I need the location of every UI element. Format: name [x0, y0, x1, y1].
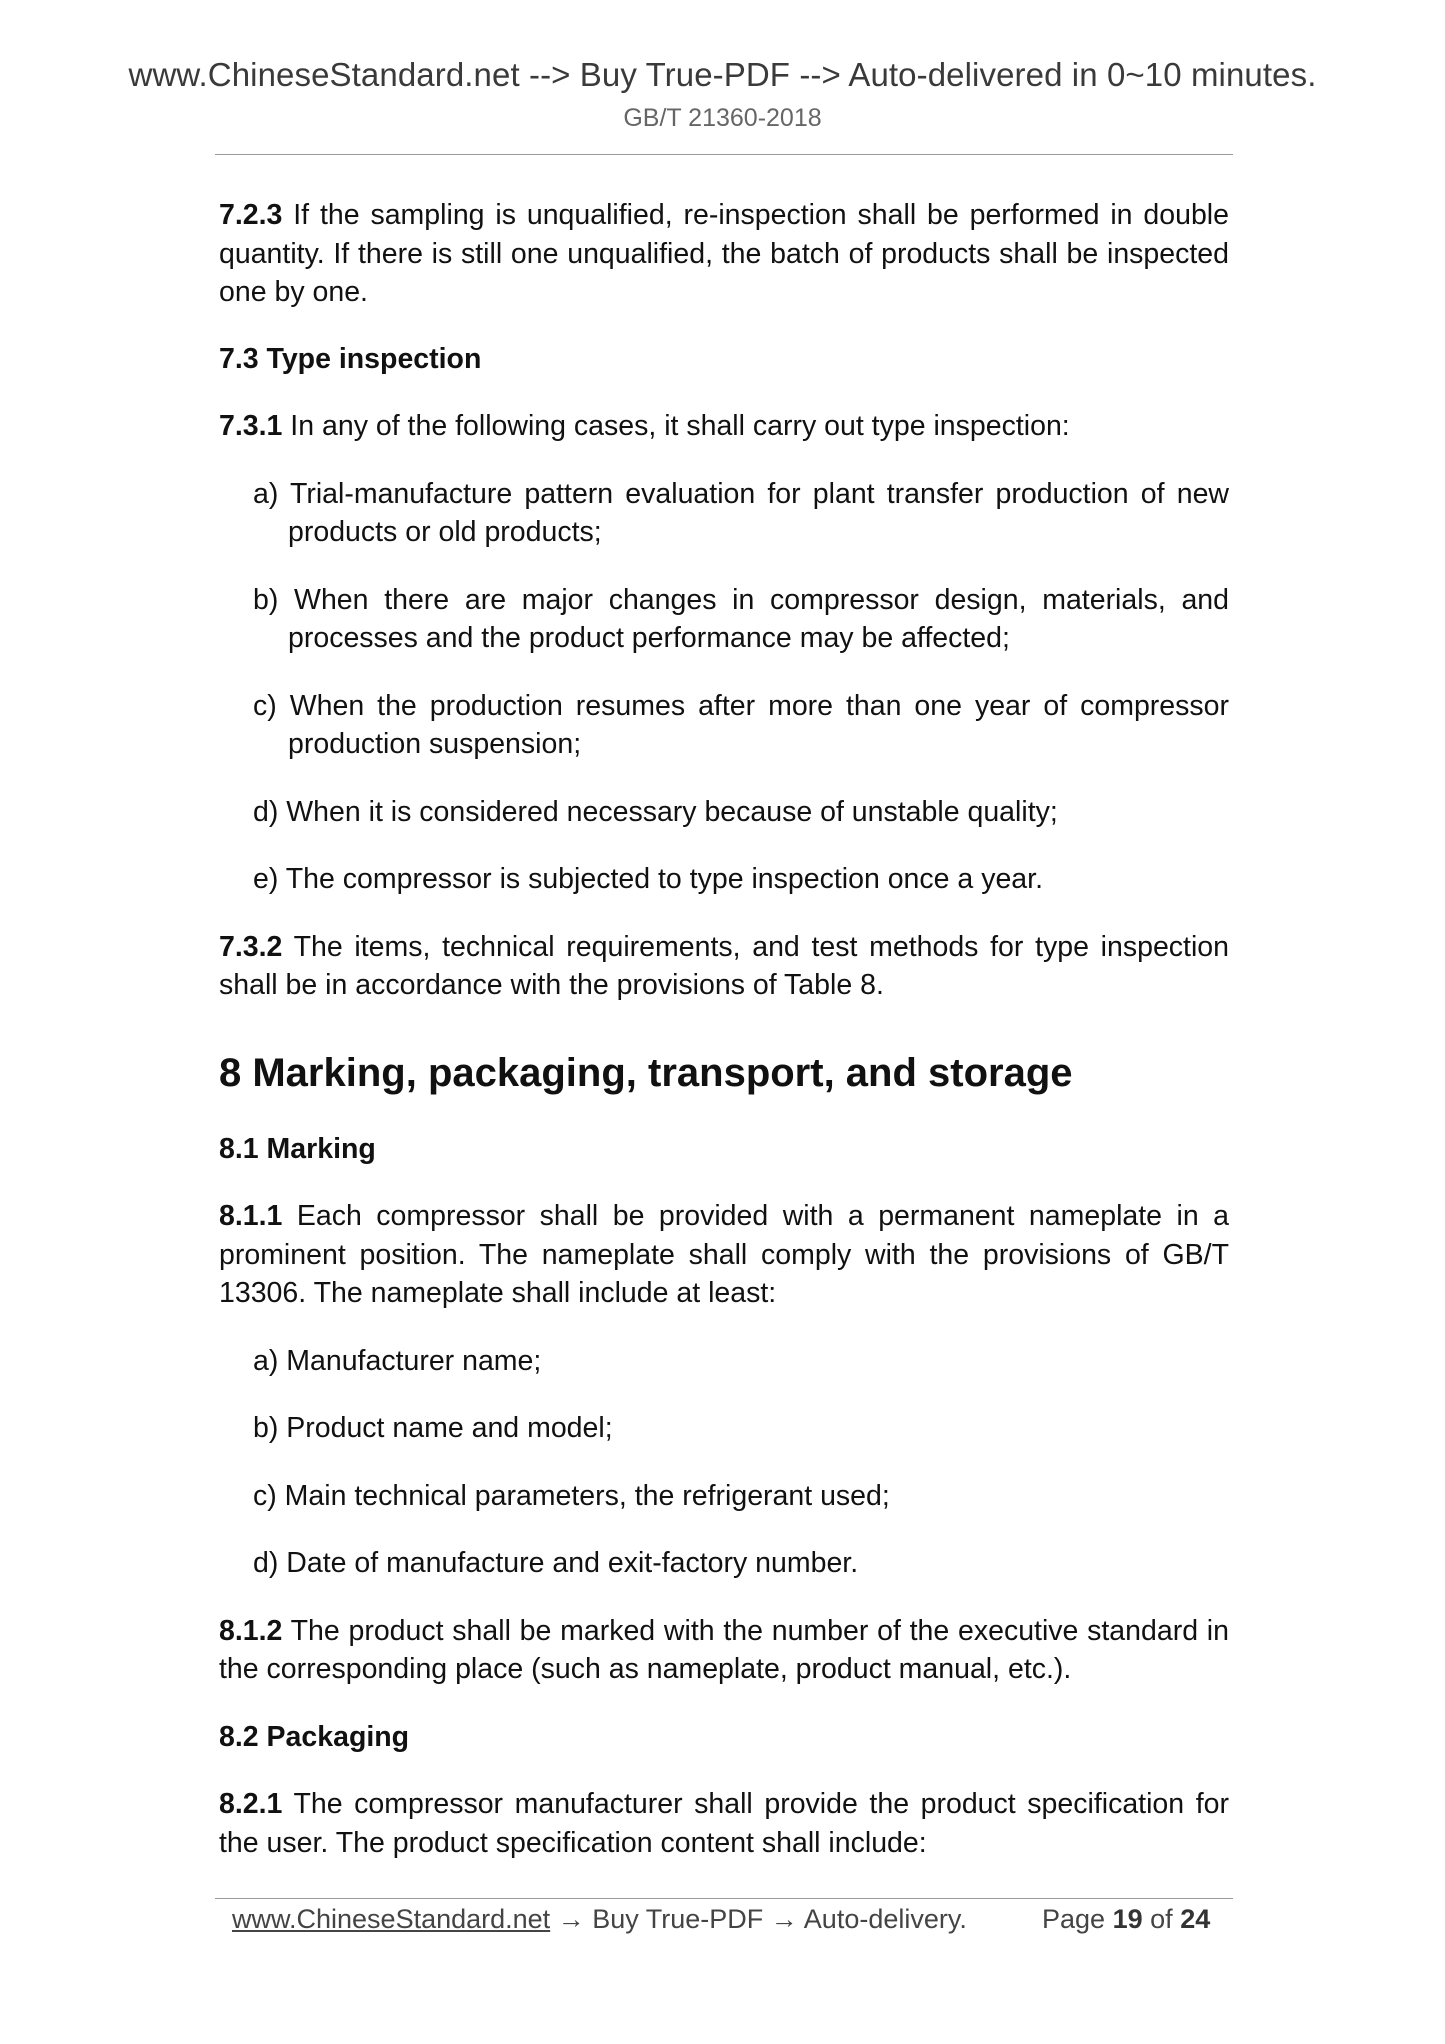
clause-8-1-2 — [219, 1612, 1229, 1689]
clause-8-2-1 — [219, 1785, 1229, 1862]
footer-divider — [215, 1898, 1233, 1899]
chapter-heading-8: 8 Marking, packaging, transport, and storage — [219, 1050, 1073, 1095]
clause-7-2-3 — [219, 196, 1229, 312]
clause-text: The product shall be marked with the number of the executive standard in the corresponding place (such as nameplate, product manual, etc.). — [219, 1614, 1229, 1685]
page-current: 19 — [1112, 1904, 1143, 1934]
list-item: a) Manufacturer name; — [253, 1344, 542, 1377]
list-item: c) Main technical parameters, the refrigerant used; — [253, 1479, 890, 1512]
clause-number: 7.3.2 — [219, 930, 283, 963]
clause-text: Each compressor shall be provided with a permanent nameplate in a prominent position. The nameplate shall comply with the provisions of GB/T 13306. The nameplate shall include at least: — [219, 1200, 1229, 1309]
header-divider — [215, 154, 1233, 155]
page-footer — [232, 1904, 1232, 1935]
section-heading-7-3: 7.3 Type inspection — [219, 342, 482, 375]
page-total: 24 — [1180, 1904, 1211, 1934]
section-heading-8-2: 8.2 Packaging — [219, 1720, 410, 1753]
footer-site-link[interactable]: www.ChineseStandard.net — [232, 1904, 551, 1934]
clause-7-3-2 — [219, 928, 1229, 1005]
list-item: c) When the production resumes after more than one year of compressor production suspension; — [253, 689, 1229, 760]
list-item: d) When it is considered necessary because of unstable quality; — [253, 795, 1058, 828]
site-banner: www.ChineseStandard.net --> Buy True-PDF --> Auto-delivered in 0~10 minutes. — [128, 56, 1317, 93]
clause-text: If the sampling is unqualified, re-inspection shall be performed in double quantity. If there is still one unqualified, the batch of products shall be inspected one by one. — [219, 199, 1229, 308]
page-of-label: of — [1150, 1904, 1173, 1934]
list-item: d) Date of manufacture and exit-factory number. — [253, 1547, 859, 1579]
footer-buy-text: Buy True-PDF — [592, 1904, 764, 1934]
clause-7-3-1 — [219, 407, 1229, 446]
footer-delivery-text: Auto-delivery. — [803, 1904, 967, 1934]
clause-text: In any of the following cases, it shall carry out type inspection: — [282, 410, 1070, 442]
arrow-right-icon: → — [557, 1904, 585, 1934]
list-item: e) The compressor is subjected to type inspection once a year. — [253, 863, 1043, 895]
page-content — [219, 196, 1229, 1862]
list-item: b) When there are major changes in compressor design, materials, and processes and the product performance may be affected; — [253, 583, 1229, 654]
clause-number: 8.2.1 — [219, 1788, 283, 1820]
document-code: GB/T 21360-2018 — [623, 104, 822, 132]
list-item: a) Trial-manufacture pattern evaluation for plant transfer production of new products or old products; — [253, 477, 1229, 548]
clause-text: The compressor manufacturer shall provide the product specification for the user. The product specification content shall include: — [219, 1788, 1229, 1859]
clause-number: 8.1.2 — [219, 1614, 283, 1647]
page-label: Page — [1042, 1904, 1106, 1934]
arrow-right-icon: → — [770, 1904, 798, 1934]
clause-text: The items, technical requirements, and test methods for type inspection shall be in accordance with the provisions of Table 8. — [219, 930, 1229, 1001]
list-item: b) Product name and model; — [253, 1412, 613, 1444]
clause-number: 8.1.1 — [219, 1200, 283, 1232]
page-number — [1042, 1904, 1210, 1935]
clause-number: 7.2.3 — [219, 199, 283, 231]
clause-number: 7.3.1 — [219, 410, 283, 442]
section-heading-8-1: 8.1 Marking — [219, 1132, 376, 1165]
clause-8-1-1 — [219, 1197, 1229, 1313]
